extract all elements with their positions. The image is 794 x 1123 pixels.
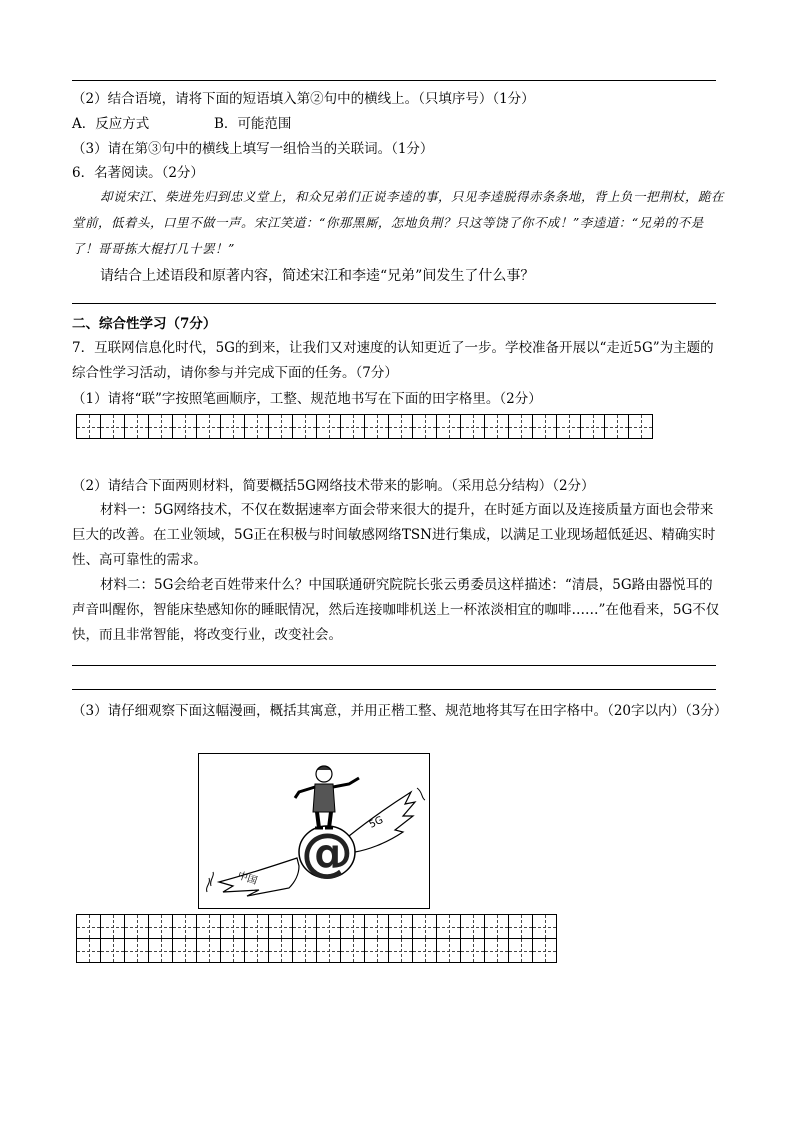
tianzige-grid-2[interactable] [76,914,557,963]
tianzige-cell[interactable] [173,415,197,439]
tianzige-cell[interactable] [149,939,173,963]
tianzige-cell[interactable] [365,415,389,439]
tianzige-cell[interactable] [317,415,341,439]
tianzige-cell[interactable] [389,939,413,963]
tianzige-cell[interactable] [293,939,317,963]
material-2: 材料二：5G会给老百姓带来什么？中国联通研究院院长张云勇委员这样描述：“清晨，5G路由器悦耳的声音叫醒你，智能床垫感知你的睡眠情况，然后连接咖啡机送上一杯浓淡相宜的咖啡……”在他看来，5G不仅快，而且非常智能，将改变行业，改变社会。 [72,577,720,643]
tianzige-cell[interactable] [269,415,293,439]
tianzige-cell[interactable] [77,915,101,939]
tianzige-cell[interactable] [77,415,101,439]
section2-heading: 二、综合性学习（7分） [72,316,217,332]
fiveg-label: 5G [367,814,386,831]
tianzige-cell[interactable] [509,939,533,963]
q6-question: 请结合上述语段和原著内容，简述宋江和李逵“兄弟”间发生了什么事？ [100,268,535,284]
tianzige-cell[interactable] [533,915,557,939]
q7-intro: 7．互联网信息化时代，5G的到来，让我们又对速度的认知更近了一步。学校准备开展以“走近5G”为主题的综合性学习活动，请你参与并完成下面的任务。（7分） [72,340,714,381]
top-rule [72,80,716,81]
tianzige-cell[interactable] [461,915,485,939]
tianzige-cell[interactable] [269,915,293,939]
tianzige-cell[interactable] [173,915,197,939]
tianzige-cell[interactable] [341,939,365,963]
tianzige-cell[interactable] [197,915,221,939]
tianzige-cell[interactable] [581,415,605,439]
tianzige-cell[interactable] [293,915,317,939]
tianzige-cell[interactable] [173,939,197,963]
tianzige-cell[interactable] [149,915,173,939]
tianzige-cell[interactable] [461,415,485,439]
q5-sub2: （2）结合语境，请将下面的短语填入第②句中的横线上。（只填序号）（1分） [72,91,535,107]
tianzige-cell[interactable] [389,415,413,439]
cartoon-image [198,753,430,909]
tianzige-cell[interactable] [317,939,341,963]
tianzige-cell[interactable] [101,939,125,963]
answer-line-q6 [72,303,716,304]
tianzige-cell[interactable] [221,939,245,963]
tianzige-cell[interactable] [341,915,365,939]
tianzige-cell[interactable] [533,939,557,963]
tianzige-cell[interactable] [509,915,533,939]
tianzige-cell[interactable] [341,415,365,439]
tianzige-cell[interactable] [269,939,293,963]
q6-title: 6．名著阅读。（2分） [72,165,204,181]
q7-sub2: （2）请结合下面两则材料，简要概括5G网络技术带来的影响。（采用总分结构）（2分） [72,478,595,494]
q5-option-b: B．可能范围 [214,116,292,132]
tianzige-cell[interactable] [125,915,149,939]
tianzige-cell[interactable] [245,915,269,939]
tianzige-cell[interactable] [101,415,125,439]
tianzige-cell[interactable] [365,915,389,939]
person-right-arm [333,778,359,787]
tianzige-cell[interactable] [437,915,461,939]
tianzige-cell[interactable] [413,415,437,439]
tianzige-cell[interactable] [485,939,509,963]
tianzige-cell[interactable] [437,415,461,439]
q7-sub3: （3）请仔细观察下面这幅漫画，概括其寓意，并用正楷工整、规范地将其写在田字格中。（20字以内）（3分） [72,703,728,719]
q5-sub3: （3）请在第③句中的横线上填写一组恰当的关联词。（1分） [72,141,434,157]
tianzige-cell[interactable] [149,415,173,439]
tianzige-cell[interactable] [389,915,413,939]
q7-sub1: （1）请将“联”字按照笔画顺序，工整、规范地书写在下面的田字格里。（2分） [72,391,542,407]
tianzige-cell[interactable] [245,415,269,439]
tianzige-cell[interactable] [437,939,461,963]
tianzige-cell[interactable] [125,939,149,963]
q5-option-a: A．反应方式 [72,116,150,132]
person-body [313,784,335,812]
china-label: 中国 [236,870,259,888]
tianzige-cell[interactable] [77,939,101,963]
tianzige-cell[interactable] [197,415,221,439]
tianzige-cell[interactable] [413,915,437,939]
tianzige-cell[interactable] [197,939,221,963]
tianzige-cell[interactable] [461,939,485,963]
tianzige-grid-1[interactable] [76,414,653,439]
at-symbol: @ [301,823,353,883]
tianzige-cell[interactable] [413,939,437,963]
tianzige-cell[interactable] [293,415,317,439]
tianzige-cell[interactable] [509,415,533,439]
tianzige-cell[interactable] [317,915,341,939]
tianzige-cell[interactable] [485,915,509,939]
tianzige-cell[interactable] [629,415,653,439]
material-1: 材料一：5G网络技术，不仅在数据速率方面会带来很大的提升，在时延方面以及连接质量方面也会带来巨大的改善。在工业领域，5G正在积极与时间敏感网络TSN进行集成，以满足工业现场超低延迟、精确实时性、高可靠性的需求。 [72,502,716,568]
tianzige-cell[interactable] [221,415,245,439]
tianzige-cell[interactable] [485,415,509,439]
person-left-arm [295,787,315,798]
answer-line-2 [72,689,716,690]
tianzige-cell[interactable] [557,415,581,439]
tianzige-cell[interactable] [221,915,245,939]
tianzige-cell[interactable] [101,915,125,939]
left-wing-china [219,858,299,896]
tianzige-cell[interactable] [125,415,149,439]
tianzige-cell[interactable] [605,415,629,439]
tianzige-cell[interactable] [365,939,389,963]
q6-quote: 却说宋江、柴进先归到忠义堂上，和众兄弟们正说李逵的事，只见李逵脱得赤条条地，背上负一把荆杖，跪在堂前，低着头，口里不做一声。宋江笑道：“你那黑厮，怎地负荆？只这等饶了你不成！”李逵道：“兄弟的不是了！哥哥拣大棍打几十罢！” [72,189,725,256]
tianzige-cell[interactable] [245,939,269,963]
tianzige-cell[interactable] [533,415,557,439]
answer-line-1 [72,665,716,666]
